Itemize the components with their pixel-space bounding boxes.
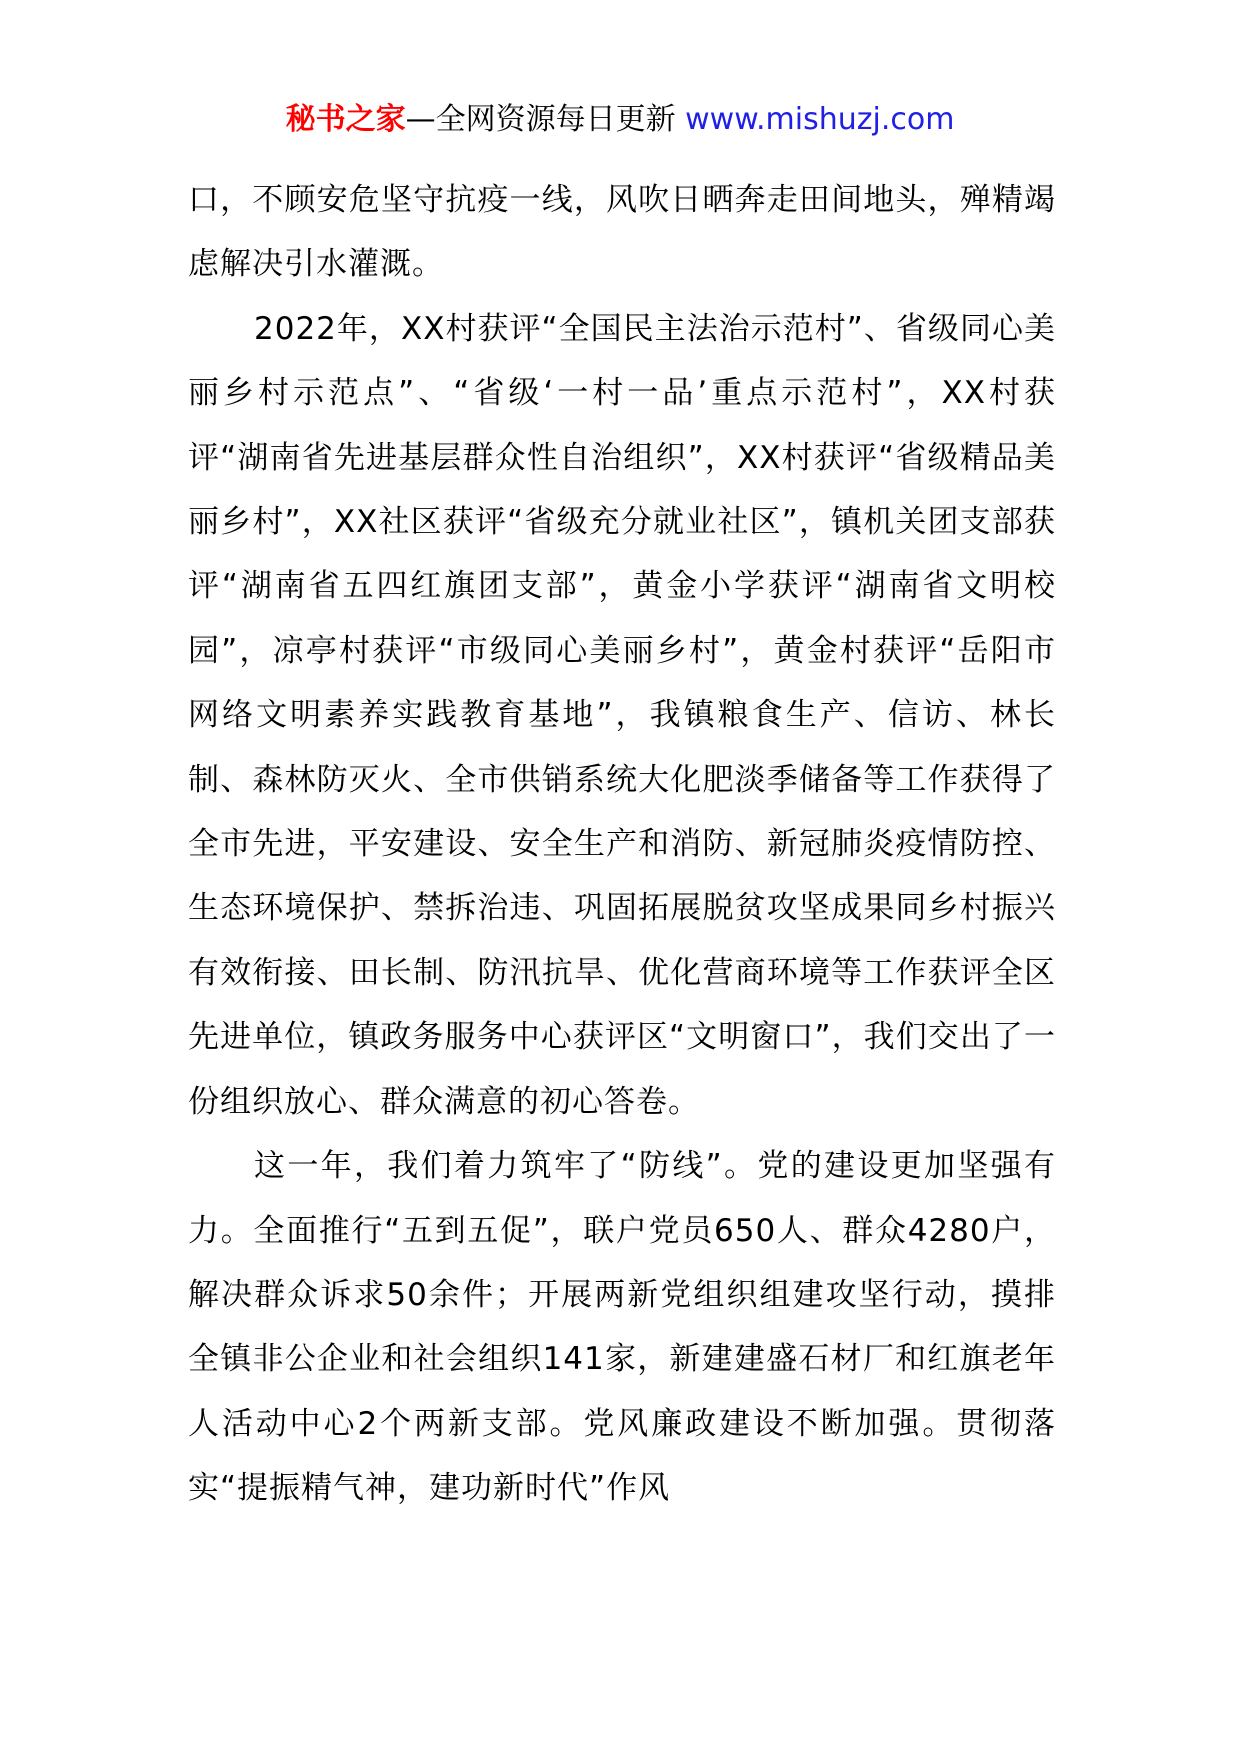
document-body (188, 168, 1056, 1521)
paragraph-continuation: 口，不顾安危坚守抗疫一线，风吹日晒奔走田间地头，殚精竭虑解决引水灌溉。 (188, 182, 1056, 283)
site-brand: 秘书之家 (285, 102, 406, 137)
site-url-link[interactable]: www.mishuzj.com (685, 102, 955, 137)
paragraph-awards-2022: 2022年，XX村获评“全国民主法治示范村”、省级同心美丽乡村示范点”、“省级‘一村一品’重点示范村”，XX村获评“湖南省先进基层群众性自治组织”，XX村获评“省级精品美丽乡村”，XX社区获评“省级充分就业社区”，镇机关团支部获评“湖南省五四红旗团支部”，黄金小学获评“湖南省文明校园”，凉亭村获评“市级同心美丽乡村”，黄金村获评“岳阳市网络文明素养实践教育基地”，我镇粮食生产、信访、林长制、森林防灭火、全市供销系统大化肥淡季储备等工作获得了全市先进，平安建设、安全生产和消防、新冠肺炎疫情防控、生态环境保护、禁拆治违、巩固拓展脱贫攻坚成果同乡村振兴有效衔接、田长制、防汛抗旱、优化营商环境等工作获评全区先进单位，镇政务服务中心获评区“文明窗口”，我们交出了一份组织放心、群众满意的初心答卷。 (188, 310, 1056, 1120)
paragraph-defense-line: 这一年，我们着力筑牢了“防线”。党的建设更加坚强有力。全面推行“五到五促”，联户党员650人、群众4280户，解决群众诉求50余件；开展两新党组织组建攻坚行动，摸排全镇非公企业和社会组织141家，新建建盛石材厂和红旗老年人活动中心2个两新支部。党风廉政建设不断加强。贯彻落实“提振精气神，建功新时代”作风 (188, 1148, 1056, 1507)
site-header (0, 100, 1240, 140)
site-slogan: —全网资源每日更新 (405, 102, 686, 137)
